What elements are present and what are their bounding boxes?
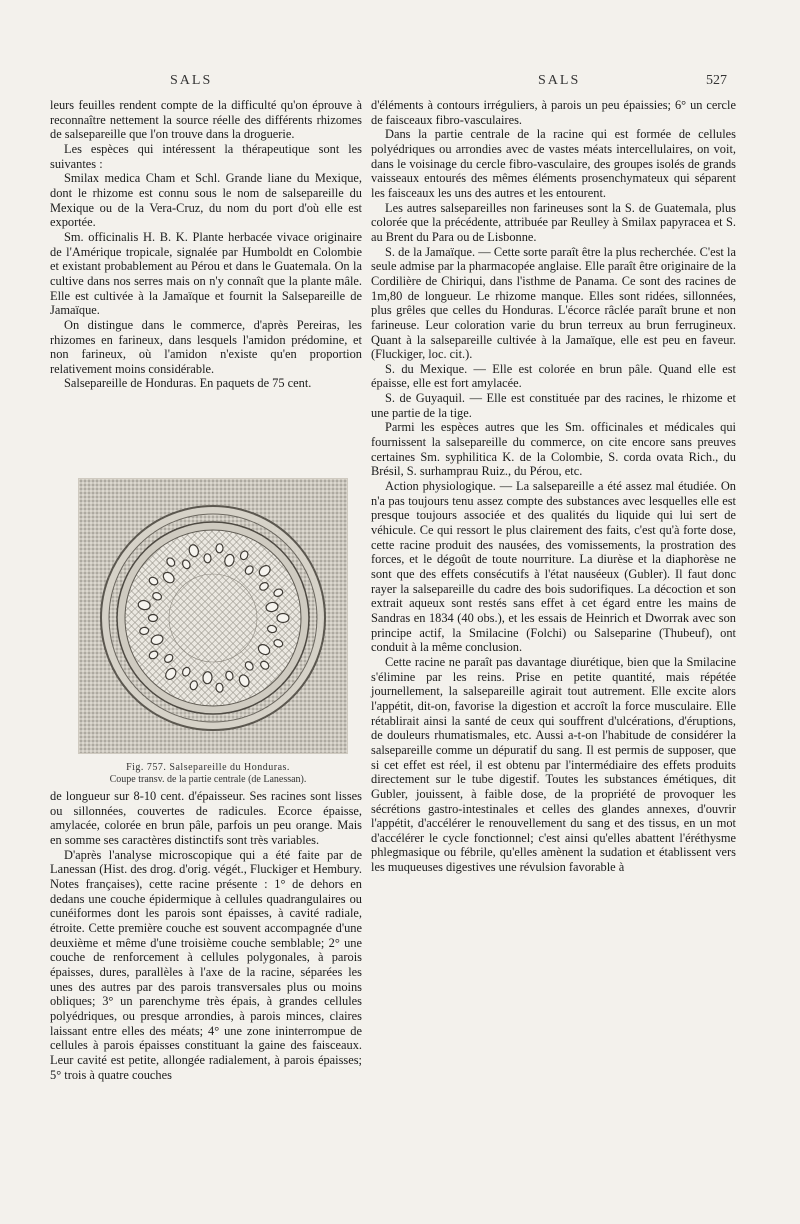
paragraph: Action physiologique. — La salsepareille a été assez mal étudiée. On n'a pas toujours tenu assez compte des substances avec lesquelles elle est presque toujours associée et des qualités du liquide qui lui sert de véhicule. Ce qui ressort le plus clairement des faits, c'est qu'à forte dose, cette racine produit des nausées, des vomissements, la prostration des forces, et le dégoût de toute nourriture. La diurèse et la diaphorèse ne sont que des effets consécutifs à l'état nauséeux (Gubler). Il faut donc rayer la salsepareille du cadre des bois sudorifiques. La décoction et son extrait aqueux sont restés sans effet à cet égard entre les mains de Sandras en 1834 (40 obs.), et les essais de Heinrich et Dworrak avec son principe actif, la Smilacine (Folchi) ou Salseparine (Thubeuf), ont conduit à la même conclusion. [371,479,736,655]
vessel-opening [149,615,158,622]
paragraph: On distingue dans le commerce, d'après Pereiras, les rhizomes en farineux, dans lesquels l'amidon prédomine, et non farineux, où l'amidon n'existe qu'en proportion relativement moins considérable. [50,317,362,376]
paragraph: Smilax medica Cham et Schl. Grande liane du Mexique, dont le rhizome est connu sous le nom de salsepareille du Mexique ou de la Vera-Cruz, du nom du port d'où elle est exportée. [50,171,362,230]
paragraph: d'éléments à contours irréguliers, à parois un peu épaissies; 6° un cercle de faisceaux fibro-vasculaires. [371,98,736,127]
paragraph: Dans la partie centrale de la racine qui est formée de cellules polyédriques ou arrondies avec de vastes méats intercellulaires, on voit, dans le voisinage du cercle fibro-vasculaire, des groupes isolés de grands vaisseaux entourés des mêmes éléments prosenchymateux qui séparent les faisceaux les uns des autres et les entourent. [371,127,736,200]
vessel-opening [204,554,212,564]
vessel-opening [202,671,212,684]
paragraph: Sm. officinalis H. B. K. Plante herbacée vivace originaire de l'Amérique tropicale, signalée par Humboldt en Colombie et existant probablement au Pérou et dans le Guatemala. On la cultive dans nos serres mais on n'y connaît que la plante mâle. Elle est cultivée à la Jamaïque et fournit la Salsepareille de Jamaïque. [50,229,362,318]
paragraph: de longueur sur 8-10 cent. d'épaisseur. Ses racines sont lisses ou sillonnées, couvertes de radicules. Ecorce épaisse, amylacée, colorée en brun pâle, parfois un peu orange. Mais en somme ses caractères distinctifs sont très variables. [50,789,362,848]
figure-caption: Coupe transv. de la partie centrale (de Lanessan). [109,774,307,785]
running-head-left: SALS [170,73,213,88]
paragraph: S. du Mexique. — Elle est colorée en brun pâle. Quand elle est épaisse, elle est fort amylacée. [371,361,736,391]
figure-caption-block [52,762,364,786]
paragraph: Parmi les espèces autres que les Sm. officinales et médicales qui fournissent la salsepareille du commerce, on cite encore sans preuves certaines Sm. syphilitica K. de la Colombie, S. corda ovata Rich., du Brésil, S. surhamprau Ruiz., du Pérou, etc. [371,420,736,479]
root-cross-section-illustration [79,479,347,753]
paragraph: Salsepareille de Honduras. En paquets de 75 cent. [64,376,312,391]
right-column [371,98,736,875]
vessel-opening [277,614,289,623]
paragraph: Les autres salsepareilles non farineuses sont la S. de Guatemala, plus colorée que la précédente, attribuée par Reulley à Smilax papyracea et S. au Brent du Para ou de Lisbonne. [371,200,736,244]
page-number: 527 [706,73,727,88]
paragraph: S. de la Jamaïque. — Cette sorte paraît être la plus recherchée. C'est la seule admise par la pharmacopée anglaise. Elle paraît être originaire de la Cordilière de Chiriqui, dans l'isthme de Panama. Ce sont des racines de 1m,80 de longueur. Le rhizome manque. Elles sont ridées, sillonnées, plus grêles que celles du Honduras. L'écorce râclée paraît brune et non farineuse. Leur coloration varie du brun terreux au brun ferrugineux. Quant à la salsepareille cultivée à la Jamaïque, elle est peu en faveur. (Fluckiger, loc. cit.). [371,244,736,362]
paragraph: leurs feuilles rendent compte de la difficulté qu'on éprouve à reconnaître nettement la source réelle des différents rhizomes de salsepareille que l'on trouve dans la droguerie. [50,98,362,142]
figure-root-cross-section [78,478,348,754]
vessel-opening [216,544,224,554]
paragraph: Les espèces qui intéressent la thérapeutique sont les suivantes : [50,141,362,171]
paragraph: D'après l'analyse microscopique qui a été faite par de Lanessan (Hist. des drog. d'orig. végét., Fluckiger et Hembury. Notes françaises), cette racine présente : 1° de dehors en dedans une couche épidermique à cellules quadrangulaires ou cunéiformes dont les parois sont épaisses, à cavité radiale, étroite. Cette première couche est souvent accompagnée d'une deuxième et même d'une troisième couche semblable; 2° une couche de renforcement à cellules polygonales, à parois épaisses, dures, parallèles à l'axe de la racine, séparées les unes des autres par des parois transversales plus ou moins obliques; 3° un parenchyme très épais, à grandes cellules polyédriques, ou presque arrondies, à parois minces, claires laissant entre elles des méats; 4° une zone ininterrompue de cellules à parois épaisses constituant la gaine des faisceaux. Leur cavité est petite, allongée radialement, à parois épaisses; 5° trois à quatre couches [50,847,362,1082]
vessel-opening [216,683,224,693]
paragraph: Cette racine ne paraît pas davantage diurétique, bien que la Smilacine s'élimine par les reins. Prise en petite quantité, mais répétée journellement, la salsepareille agirait tout autrement. Elle excite alors l'appétit, dit-on, favorise la digestion et accroît la force musculaire. Elle rétablirait ainsi la santé de ceux qui souffrent d'ulcérations, d'éruptions, de douleurs rhumatismales, etc. Aussi a-t-on l'habitude de considérer la salsepareille comme un dépuratif du sang. Il est permis de supposer, que si cet effet est réel, il est obtenu par l'intermédiaire des effets produits directement sur le tube digestif. Toutes les substances émétiques, dit Gubler, jouissent, à faible dose, de la propriété de provoquer les sécrétions gastro-intestinales et celles des glandes annexes, d'ouvrir l'appétit, d'accélérer le renouvellement du sang et des tissus, en un mot d'accélérer le cycle fonctionnel; c'est ainsi qu'elles abattent l'éréthysme phlegmasique ou fébrile, qu'elles amènent la sudation et établissent vers les muqueuses digestives une révulsion favorable à [371,654,736,875]
running-head-right: SALS [538,73,581,88]
paragraph: S. de Guyaquil. — Elle est constituée par des racines, le rhizome et une partie de la tige. [371,391,736,420]
figure-label: Fig. 757. Salsepareille du Honduras. [126,762,290,773]
